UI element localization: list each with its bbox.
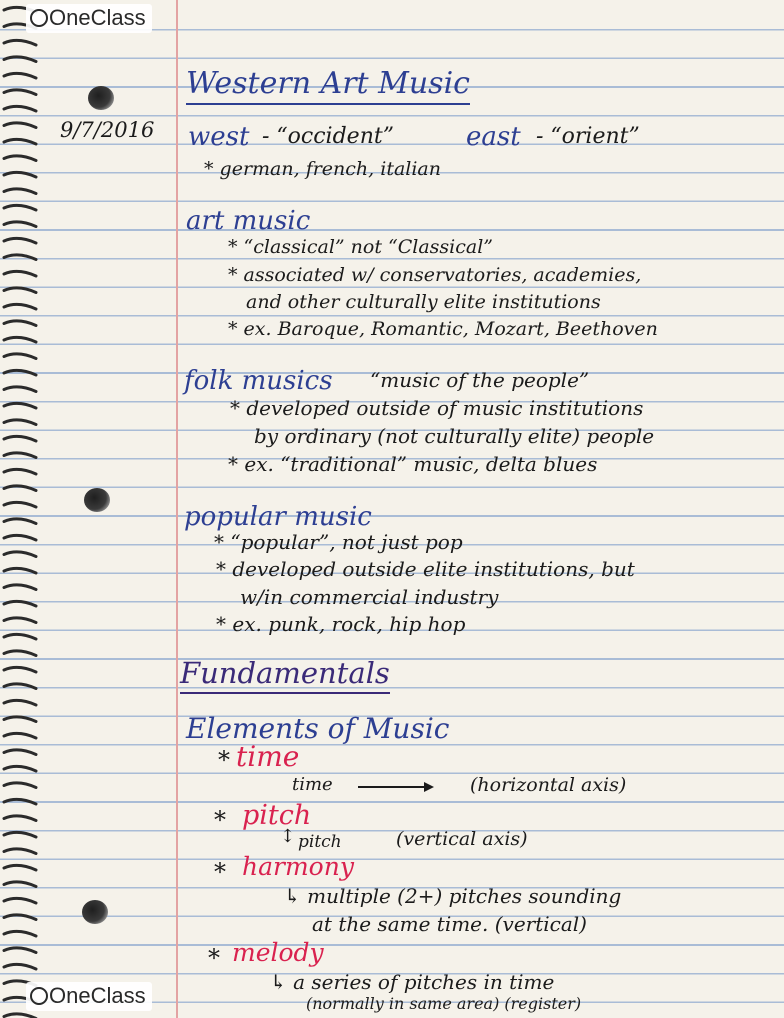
spiral-coil [4, 139, 36, 144]
note-date: 9/7/2016 [60, 118, 155, 142]
time-star: * [218, 746, 230, 774]
spiral-coil [4, 436, 36, 441]
spiral-coil [4, 898, 36, 903]
time-axis: (horizontal axis) [470, 774, 627, 796]
spiral-coil [4, 568, 36, 573]
melody-line-2: (normally in same area) (register) [306, 994, 582, 1013]
melody-line-1: ↳ a series of pitches in time [270, 970, 555, 994]
melody-star: * [208, 944, 220, 972]
art-music-heading: art music [186, 206, 311, 236]
occident-label: - “occident” [262, 124, 394, 149]
spiral-coil [4, 849, 36, 854]
spiral-coil [4, 271, 36, 276]
spiral-coil [4, 667, 36, 672]
spiral-coil [4, 40, 36, 45]
page-title: Western Art Music [186, 66, 470, 105]
spiral-coil [4, 354, 36, 359]
east-term: east [466, 122, 521, 152]
watermark-logo-bottom [26, 982, 152, 1011]
logo-icon [30, 9, 48, 27]
spiral-coil [4, 816, 36, 821]
pitch-label: pitch [298, 832, 342, 852]
spiral-coil [4, 337, 36, 342]
west-term: west [188, 122, 250, 152]
spiral-coil [4, 651, 36, 656]
art-music-note-4: * ex. Baroque, Romantic, Mozart, Beethoven [228, 318, 658, 340]
spiral-coil [4, 288, 36, 293]
spiral-coil [4, 387, 36, 392]
spiral-coil [4, 238, 36, 243]
spiral-coil [4, 684, 36, 689]
spiral-coil [4, 865, 36, 870]
spiral-coil [4, 519, 36, 524]
spiral-coil [4, 799, 36, 804]
spiral-coil [4, 304, 36, 309]
pitch-term: pitch [242, 800, 312, 831]
spiral-coil [4, 90, 36, 95]
popular-music-note-3: w/in commercial industry [240, 585, 499, 609]
spiral-coil [4, 321, 36, 326]
spiral-coil [4, 832, 36, 837]
spiral-coil [4, 766, 36, 771]
popular-music-note-2: * developed outside elite institutions, but [216, 557, 635, 581]
spiral-coil [4, 222, 36, 227]
spiral-coil [4, 403, 36, 408]
spiral-coil [4, 453, 36, 458]
harmony-line-2: at the same time. (vertical) [312, 912, 587, 936]
elements-heading: Elements of Music [186, 712, 450, 745]
melody-term: melody [232, 938, 324, 967]
spiral-coil [4, 948, 36, 953]
spiral-coil [4, 931, 36, 936]
margin-line [176, 0, 178, 1018]
spiral-coil [4, 882, 36, 887]
popular-music-note-4: * ex. punk, rock, hip hop [216, 612, 466, 636]
spiral-coil [4, 585, 36, 590]
logo-text: OneClass [49, 983, 146, 1008]
spiral-coil [4, 915, 36, 920]
folk-music-note-3: * ex. “traditional” music, delta blues [228, 452, 598, 476]
spiral-coil [4, 57, 36, 62]
spiral-coil [4, 486, 36, 491]
logo-icon [30, 987, 48, 1005]
folk-music-subtitle: “music of the people” [370, 368, 590, 392]
spiral-coil [4, 750, 36, 755]
spiral-coil [4, 73, 36, 78]
spiral-coil [4, 618, 36, 623]
pitch-arrow-icon: ↕ [280, 826, 296, 847]
spiral-coil [4, 172, 36, 177]
spiral-coil [4, 717, 36, 722]
spiral-coil [4, 733, 36, 738]
punch-hole-middle [84, 488, 110, 512]
folk-music-note-2: by ordinary (not culturally elite) people [254, 424, 655, 448]
popular-music-note-1: * “popular”, not just pop [214, 530, 463, 554]
spiral-coil [4, 189, 36, 194]
punch-hole-top [88, 86, 114, 110]
spiral-coil [4, 123, 36, 128]
art-music-note-3: and other culturally elite institutions [246, 291, 601, 313]
spiral-coil [4, 1014, 36, 1018]
spiral-coil [4, 156, 36, 161]
pitch-axis: (vertical axis) [396, 828, 528, 850]
spiral-coil [4, 469, 36, 474]
spiral-coil [4, 964, 36, 969]
art-music-note-2: * associated w/ conservatories, academies, [228, 264, 642, 286]
spiral-coil [4, 700, 36, 705]
harmony-line-1: ↳ multiple (2+) pitches sounding [284, 884, 622, 908]
time-arrow-icon [358, 786, 432, 788]
time-term: time [236, 740, 300, 773]
punch-hole-bottom [82, 900, 108, 924]
spiral-coil [4, 502, 36, 507]
spiral-coil [4, 370, 36, 375]
harmony-term: harmony [242, 852, 354, 881]
spiral-coil [4, 601, 36, 606]
popular-music-heading: popular music [184, 502, 372, 532]
west-note: * german, french, italian [204, 158, 441, 180]
folk-music-heading: folk musics [184, 366, 333, 396]
pitch-star: * [214, 806, 226, 834]
spiral-coil [4, 106, 36, 111]
spiral-coil [4, 535, 36, 540]
spiral-coil [4, 255, 36, 260]
folk-music-note-1: * developed outside of music institutions [230, 396, 644, 420]
spiral-coil [4, 783, 36, 788]
logo-text: OneClass [49, 5, 146, 30]
orient-label: - “orient” [536, 124, 640, 149]
spiral-coil [4, 552, 36, 557]
spiral-coil [4, 205, 36, 210]
spiral-coil [4, 634, 36, 639]
harmony-star: * [214, 858, 226, 886]
spiral-coil [4, 420, 36, 425]
art-music-note-1: * “classical” not “Classical” [228, 236, 494, 258]
fundamentals-heading: Fundamentals [180, 656, 390, 694]
watermark-logo-top [26, 4, 152, 33]
time-label: time [292, 774, 333, 795]
spiral-binding [0, 0, 42, 1018]
